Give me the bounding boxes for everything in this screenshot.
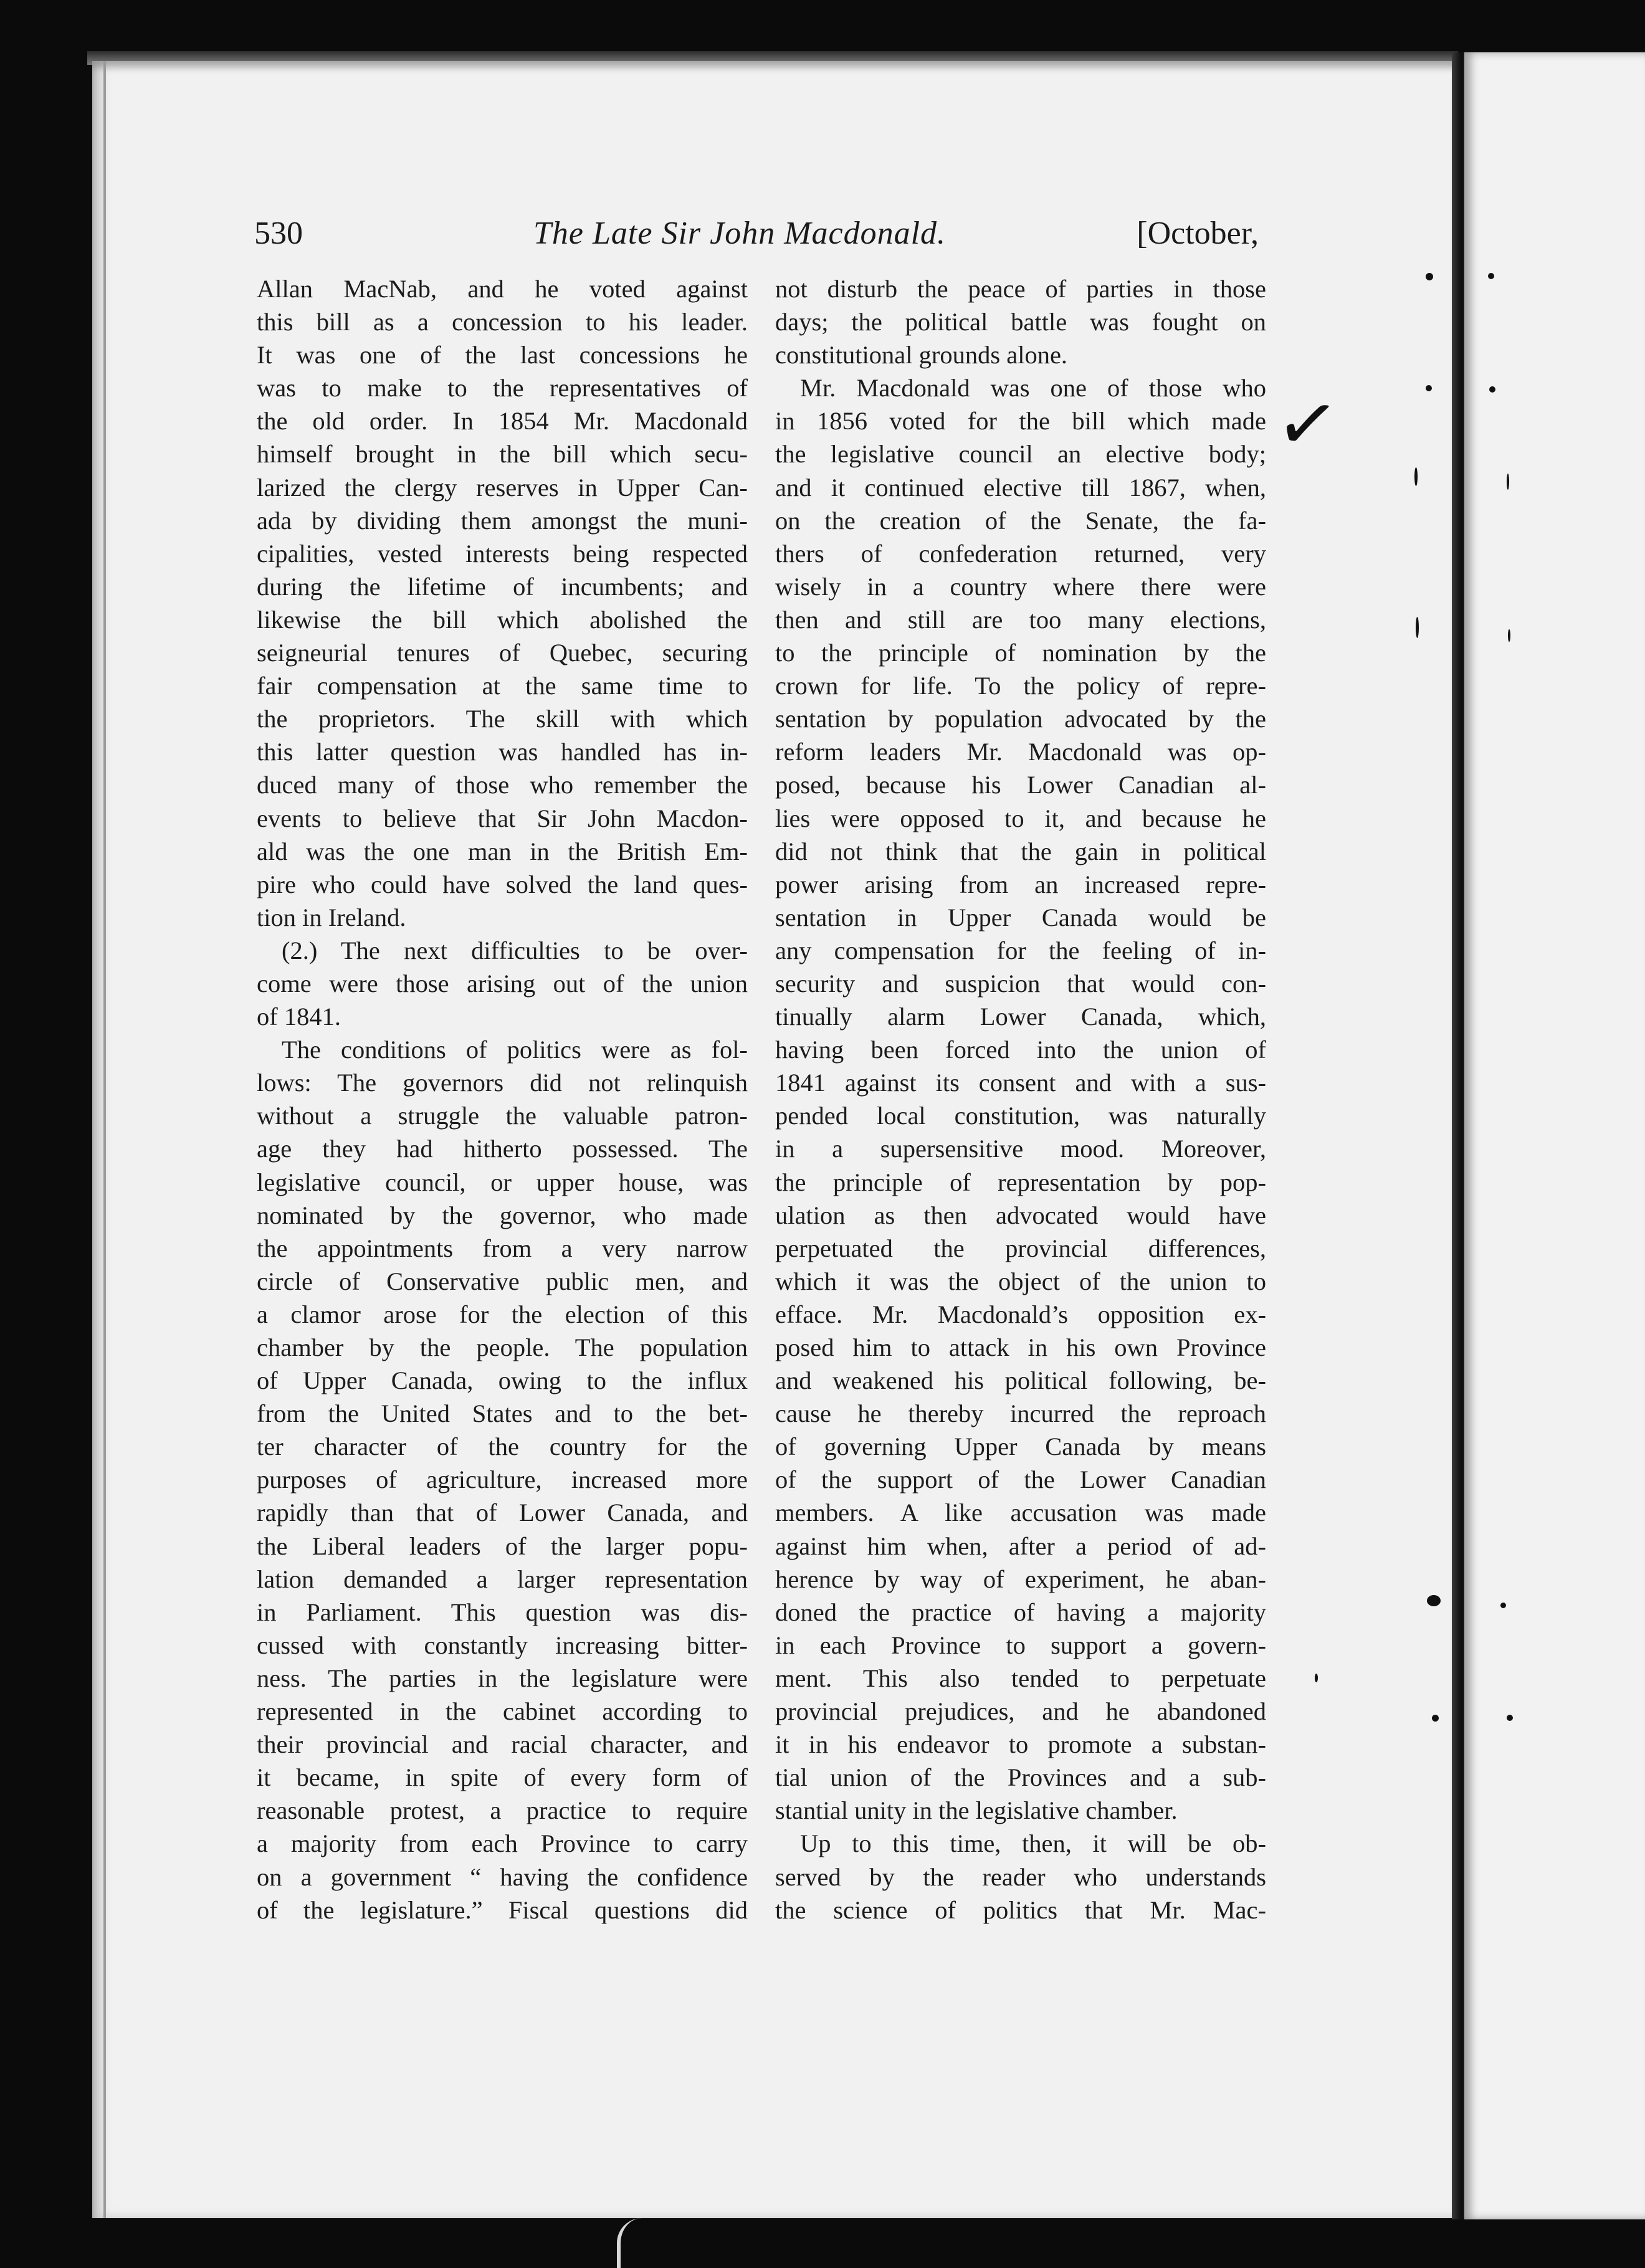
handwritten-checkmark-icon: ✓: [1270, 377, 1345, 472]
text-line: the proprietors. The skill with which: [257, 705, 748, 733]
text-line: It was one of the last concessions he: [257, 341, 748, 369]
text-line: on a government “ having the confidence: [257, 1862, 748, 1891]
text-line: ness. The parties in the legislature were: [257, 1664, 748, 1692]
text-line: posed him to attack in his own Province: [775, 1333, 1266, 1361]
running-month: [October,: [1137, 216, 1259, 251]
text-line: sentation by population advocated by the: [775, 705, 1266, 733]
bleed-speck-icon: [1488, 273, 1494, 279]
text-line: reform leaders Mr. Macdonald was op-: [775, 738, 1266, 766]
text-line: come were those arising out of the union: [257, 969, 748, 998]
text-line: likewise the bill which abolished the: [257, 605, 748, 634]
text-line: the science of politics that Mr. Mac-: [775, 1895, 1266, 1924]
text-line: larized the clergy reserves in Upper Can-: [257, 473, 748, 502]
bleed-speck-icon: [1432, 1715, 1439, 1722]
text-line: Mr. Macdonald was one of those who: [800, 374, 1266, 403]
text-line: represented in the cabinet according to: [257, 1697, 748, 1726]
text-line: their provincial and racial character, and: [257, 1730, 748, 1759]
text-line: the principle of representation by pop-: [775, 1168, 1266, 1196]
text-line: rapidly than that of Lower Canada, and: [257, 1498, 748, 1527]
text-line: of 1841.: [257, 1003, 341, 1031]
text-line: the old order. In 1854 Mr. Macdonald: [257, 407, 748, 436]
text-line: against him when, after a period of ad-: [775, 1532, 1266, 1560]
bleed-speck-icon: [1426, 273, 1433, 280]
text-line: of Upper Canada, owing to the influx: [257, 1366, 748, 1395]
scan-edge-shadow: [617, 2218, 658, 2268]
text-line: and weakened his political following, be-: [775, 1366, 1266, 1395]
bleed-speck-icon: [1414, 467, 1418, 486]
text-line: this bill as a concession to his leader.: [257, 308, 748, 336]
running-head: [254, 215, 1259, 271]
text-line: tinually alarm Lower Canada, which,: [775, 1003, 1266, 1031]
bleed-speck-icon: [1507, 474, 1509, 490]
text-line: pended local constitution, was naturally: [775, 1102, 1266, 1130]
text-line: days; the political battle was fought on: [775, 308, 1266, 336]
page-number: 530: [254, 216, 303, 251]
text-line: a majority from each Province to carry: [257, 1829, 748, 1858]
text-line: and it continued elective till 1867, when,: [775, 473, 1266, 502]
text-column-right: [775, 272, 1266, 1927]
text-line: tial union of the Provinces and a sub-: [775, 1763, 1266, 1792]
text-line: then and still are too many elections,: [775, 605, 1266, 634]
text-line: ter character of the country for the: [257, 1432, 748, 1461]
text-line: the legislative council an elective body;: [775, 440, 1266, 469]
text-line: thers of confederation returned, very: [775, 539, 1266, 568]
text-line: power arising from an increased repre-: [775, 870, 1266, 898]
text-line: duced many of those who remember the: [257, 771, 748, 799]
text-line: of the legislature.” Fiscal questions did: [257, 1895, 748, 1924]
text-line: provincial prejudices, and he abandoned: [775, 1697, 1266, 1726]
text-line: during the lifetime of incumbents; and: [257, 572, 748, 601]
text-line: Up to this time, then, it will be ob-: [800, 1829, 1266, 1858]
text-line: any compensation for the feeling of in-: [775, 936, 1266, 965]
text-line: Allan MacNab, and he voted against: [257, 275, 748, 303]
text-line: sentation in Upper Canada would be: [775, 903, 1266, 932]
text-line: The conditions of politics were as fol-: [282, 1036, 748, 1064]
bleed-speck-icon: [1489, 386, 1495, 393]
text-line: ald was the one man in the British Em-: [257, 837, 748, 865]
text-line: wisely in a country where there were: [775, 572, 1266, 601]
text-line: lation demanded a larger representation: [257, 1565, 748, 1593]
text-line: doned the practice of having a majority: [775, 1598, 1266, 1626]
text-line: this latter question was handled has in-: [257, 738, 748, 766]
text-line: seigneurial tenures of Quebec, securing: [257, 639, 748, 667]
text-line: purposes of agriculture, increased more: [257, 1465, 748, 1494]
text-line: a clamor arose for the election of this: [257, 1300, 748, 1328]
text-line: herence by way of experiment, he aban-: [775, 1565, 1266, 1593]
bleed-speck-icon: [1507, 1715, 1513, 1721]
text-line: to the principle of nomination by the: [775, 639, 1266, 667]
text-line: cause he thereby incurred the reproach: [775, 1399, 1266, 1428]
text-line: without a struggle the valuable patron-: [257, 1102, 748, 1130]
text-line: which it was the object of the union to: [775, 1267, 1266, 1295]
text-line: reasonable protest, a practice to require: [257, 1796, 748, 1825]
text-line: from the United States and to the bet-: [257, 1399, 748, 1428]
text-line: efface. Mr. Macdonald’s opposition ex-: [775, 1300, 1266, 1328]
text-line: himself brought in the bill which secu-: [257, 440, 748, 469]
text-line: was to make to the representatives of: [257, 374, 748, 403]
text-line: on the creation of the Senate, the fa-: [775, 506, 1266, 535]
text-line: fair compensation at the same time to: [257, 672, 748, 700]
bleed-speck-icon: [1427, 1595, 1441, 1606]
text-line: served by the reader who understands: [775, 1862, 1266, 1891]
text-line: ment. This also tended to perpetuate: [775, 1664, 1266, 1692]
text-line: in Parliament. This question was dis-: [257, 1598, 748, 1626]
right-page-edge: [1464, 52, 1645, 2219]
text-line: having been forced into the union of: [775, 1036, 1266, 1064]
text-column-left: [257, 272, 748, 1927]
text-line: not disturb the peace of parties in those: [775, 275, 1266, 303]
text-line: nominated by the governor, who made: [257, 1201, 748, 1229]
text-line: it in his endeavor to promote a substan-: [775, 1730, 1266, 1759]
text-line: cipalities, vested interests being respected: [257, 539, 748, 568]
text-line: circle of Conservative public men, and: [257, 1267, 748, 1295]
bleed-speck-icon: [1426, 385, 1432, 391]
text-line: posed, because his Lower Canadian al-: [775, 771, 1266, 799]
text-line: members. A like accusation was made: [775, 1498, 1266, 1527]
text-line: perpetuated the provincial differences,: [775, 1234, 1266, 1262]
bleed-speck-icon: [1508, 629, 1510, 642]
text-line: of the support of the Lower Canadian: [775, 1465, 1266, 1494]
bleed-speck-icon: [1315, 1674, 1318, 1682]
text-line: pire who could have solved the land ques-: [257, 870, 748, 898]
text-line: constitutional grounds alone.: [775, 341, 1068, 369]
text-line: crown for life. To the policy of repre-: [775, 672, 1266, 700]
text-line: cussed with constantly increasing bitter-: [257, 1631, 748, 1659]
text-line: chamber by the people. The population: [257, 1333, 748, 1361]
text-line: in each Province to support a govern-: [775, 1631, 1266, 1659]
text-line: events to believe that Sir John Macdon-: [257, 804, 748, 832]
text-line: the appointments from a very narrow: [257, 1234, 748, 1262]
running-title: The Late Sir John Macdonald.: [533, 216, 946, 251]
text-line: of governing Upper Canada by means: [775, 1432, 1266, 1461]
text-line: 1841 against its consent and with a sus-: [775, 1069, 1266, 1097]
text-line: did not think that the gain in political: [775, 837, 1266, 865]
text-line: lies were opposed to it, and because he: [775, 804, 1266, 832]
text-line: security and suspicion that would con-: [775, 969, 1266, 998]
text-line: in 1856 voted for the bill which made: [775, 407, 1266, 436]
text-line: ulation as then advocated would have: [775, 1201, 1266, 1229]
text-line: (2.) The next difficulties to be over-: [282, 936, 748, 965]
text-line: age they had hitherto possessed. The: [257, 1135, 748, 1163]
text-line: in a supersensitive mood. Moreover,: [775, 1135, 1266, 1163]
text-line: ada by dividing them amongst the muni-: [257, 506, 748, 535]
text-line: tion in Ireland.: [257, 903, 406, 932]
bleed-speck-icon: [1500, 1603, 1506, 1608]
text-line: legislative council, or upper house, was: [257, 1168, 748, 1196]
text-line: stantial unity in the legislative chamber.: [775, 1796, 1178, 1825]
text-line: it became, in spite of every form of: [257, 1763, 748, 1792]
text-line: the Liberal leaders of the larger popu-: [257, 1532, 748, 1560]
bleed-speck-icon: [1416, 617, 1419, 638]
text-line: lows: The governors did not relinquish: [257, 1069, 748, 1097]
